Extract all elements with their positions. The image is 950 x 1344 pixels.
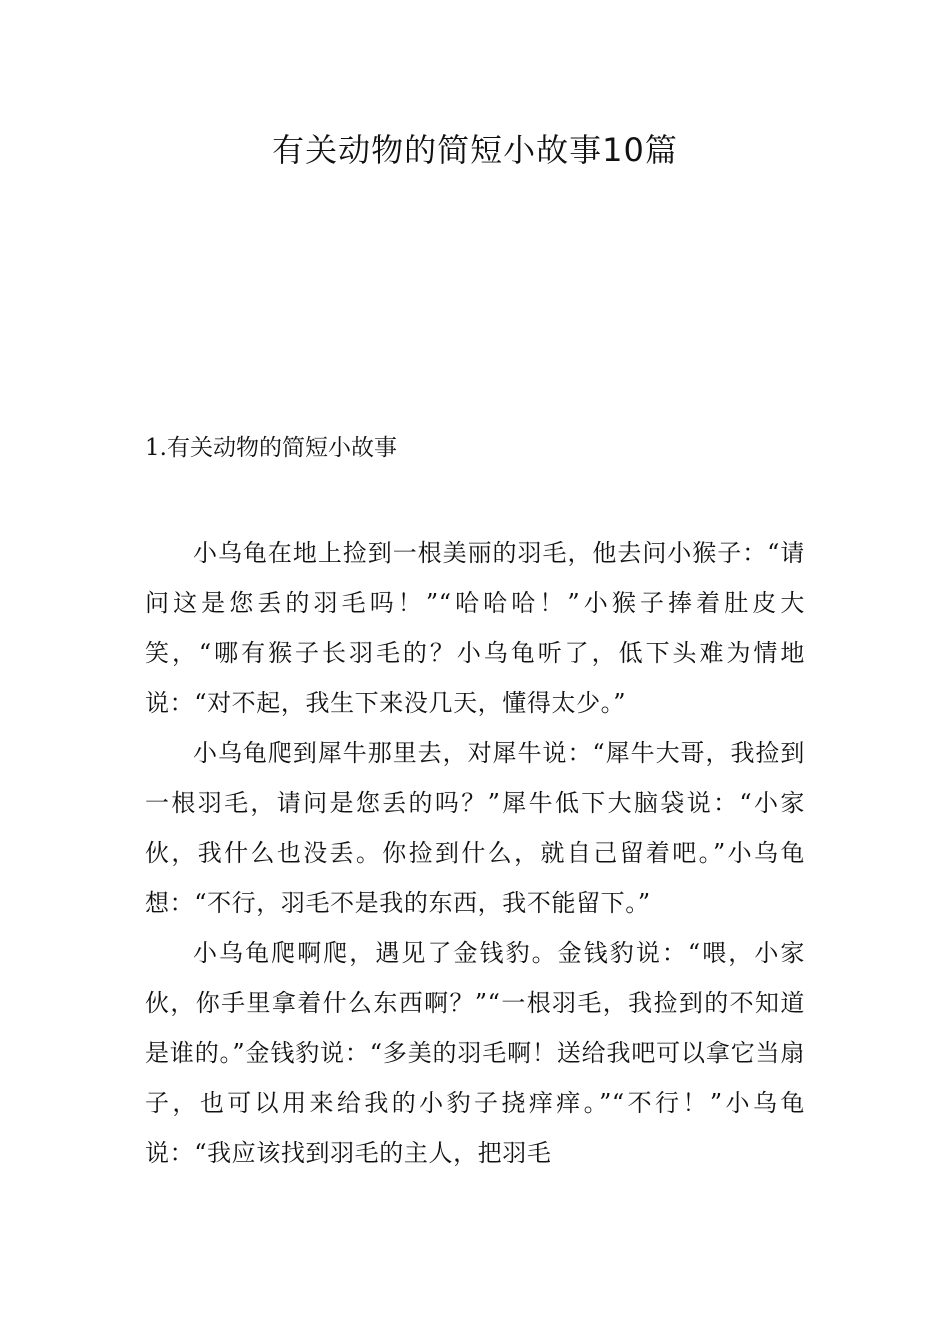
story-paragraph: 小乌龟爬到犀牛那里去，对犀牛说：“犀牛大哥，我捡到一根羽毛，请问是您丢的吗？”犀牛低下大脑袋说：“小家伙，我什么也没丢。你捡到什么，就自己留着吧。”小乌龟想：“不行，羽毛不是我的东西，我不能留下。” [145, 739, 805, 917]
section-heading: 1.有关动物的简短小故事 [145, 435, 397, 461]
story-paragraph: 小乌龟在地上捡到一根美丽的羽毛，他去问小猴子：“请问这是您丢的羽毛吗！”“哈哈哈！”小猴子捧着肚皮大笑，“哪有猴子长羽毛的？小乌龟听了，低下头难为情地说：“对不起，我生下来没几天，懂得太少。” [145, 539, 805, 717]
story-paragraph: 小乌龟爬啊爬，遇见了金钱豹。金钱豹说：“喂，小家伙，你手里拿着什么东西啊？”“一根羽毛，我捡到的不知道是谁的。”金钱豹说：“多美的羽毛啊！送给我吧可以拿它当扇子，也可以用来给我的小豹子挠痒痒。”“不行！”小乌龟说：“我应该找到羽毛的主人，把羽毛 [145, 939, 805, 1167]
document-title: 有关动物的简短小故事10篇 [272, 131, 678, 169]
story-body [145, 528, 805, 1178]
